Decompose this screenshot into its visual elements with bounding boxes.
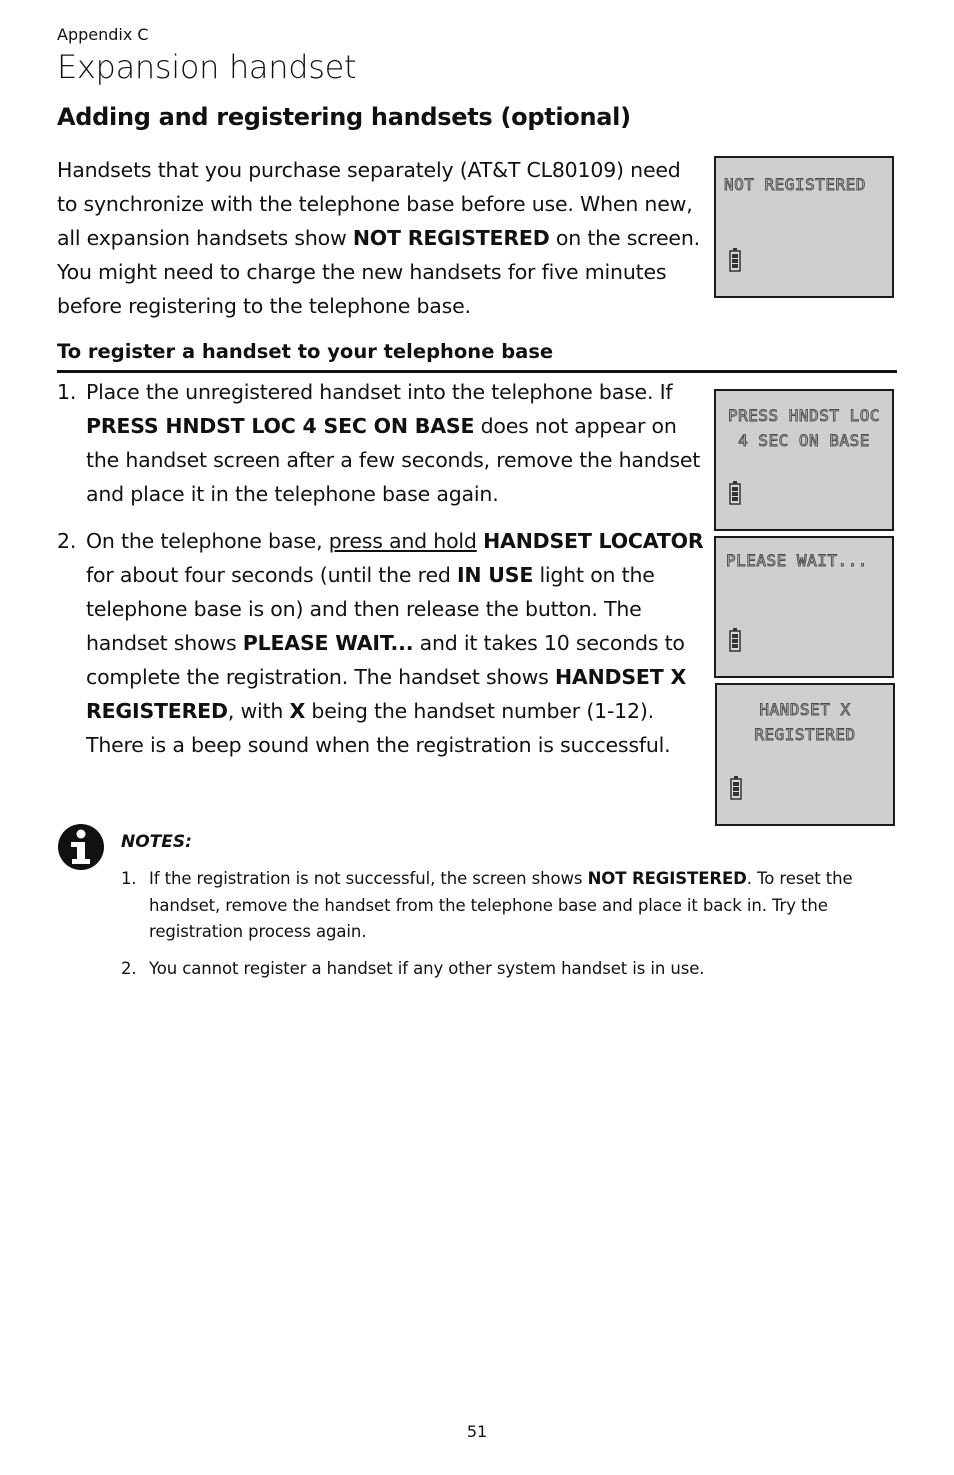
step-text: , with [227, 699, 290, 723]
note-number: 2. [121, 958, 137, 978]
intro-bold-term: NOT REGISTERED [352, 226, 550, 250]
step-1 [57, 375, 707, 511]
step-2 [57, 524, 707, 762]
note-item [121, 956, 891, 983]
lcd-screen-press-hndst-loc [714, 389, 894, 531]
note-text: You cannot register a handset if any other system handset is in use. [149, 958, 705, 978]
lcd-text: PRESS HNDST LOC 4 SEC ON BASE [728, 406, 880, 450]
step-bold-term: HANDSET X REGISTERED [86, 665, 687, 723]
note-text: . To reset the handset, remove the handset from the telephone base and place it back in. Try the registration process again. [149, 869, 853, 941]
notes-label: NOTES: [121, 832, 192, 852]
battery-icon [729, 248, 741, 272]
page-subtitle: Adding and registering handsets (optional) [57, 103, 631, 131]
battery-icon [729, 628, 741, 652]
heading-divider [57, 370, 897, 373]
step-bold-term: PRESS HNDST LOC 4 SEC ON BASE [86, 414, 475, 438]
step-underlined-term: press and hold [328, 529, 477, 553]
step-text: and it takes 10 seconds to complete the registration. The handset shows [86, 631, 685, 689]
step-text: does not appear on the handset screen after a few seconds, remove the handset and place it in the telephone base again. [86, 414, 701, 506]
step-bold-term: HANDSET LOCATOR [483, 529, 704, 553]
lcd-screen-not-registered [714, 156, 894, 298]
step-text: being the handset number (1-12). There is a beep sound when the registration is successful. [86, 699, 671, 757]
note-item [121, 866, 891, 946]
intro-paragraph [57, 153, 707, 323]
note-bold-term: NOT REGISTERED [587, 869, 747, 888]
step-text: Place the unregistered handset into the telephone base. If [86, 380, 673, 404]
lcd-screen-handset-registered [715, 683, 895, 826]
steps-list [57, 375, 707, 762]
step-bold-term: PLEASE WAIT... [242, 631, 414, 655]
lcd-text: NOT REGISTERED [724, 175, 866, 194]
page-number: 51 [466, 1422, 488, 1441]
step-bold-term: X [289, 699, 306, 723]
step-number: 1. [57, 380, 77, 404]
step-bold-term: IN USE [456, 563, 534, 587]
step-number: 2. [57, 529, 77, 553]
notes-list [121, 866, 891, 982]
intro-text: on the screen. You might need to charge the new handsets for five minutes before registering to the telephone base. [57, 226, 700, 318]
step-text: for about four seconds (until the red [86, 563, 457, 587]
note-number: 1. [121, 869, 137, 888]
section-title: Expansion handset [57, 48, 357, 86]
note-text: If the registration is not successful, the screen shows [149, 869, 588, 888]
appendix-label: Appendix C [57, 25, 149, 44]
procedure-heading: To register a handset to your telephone base [57, 340, 554, 363]
lcd-text: PLEASE WAIT... [726, 551, 868, 570]
battery-icon [730, 776, 742, 800]
step-text: On the telephone base, [86, 529, 329, 553]
lcd-screen-please-wait [714, 536, 894, 678]
step-text: light on the telephone base is on) and then release the button. The handset shows [86, 563, 655, 655]
info-icon [57, 822, 105, 872]
intro-text: Handsets that you purchase separately (AT&T CL80109) need to synchronize with the telephone base before use. When new, all expansion handsets show [57, 158, 693, 250]
lcd-text: HANDSET X REGISTERED [754, 700, 856, 744]
battery-icon [729, 481, 741, 505]
